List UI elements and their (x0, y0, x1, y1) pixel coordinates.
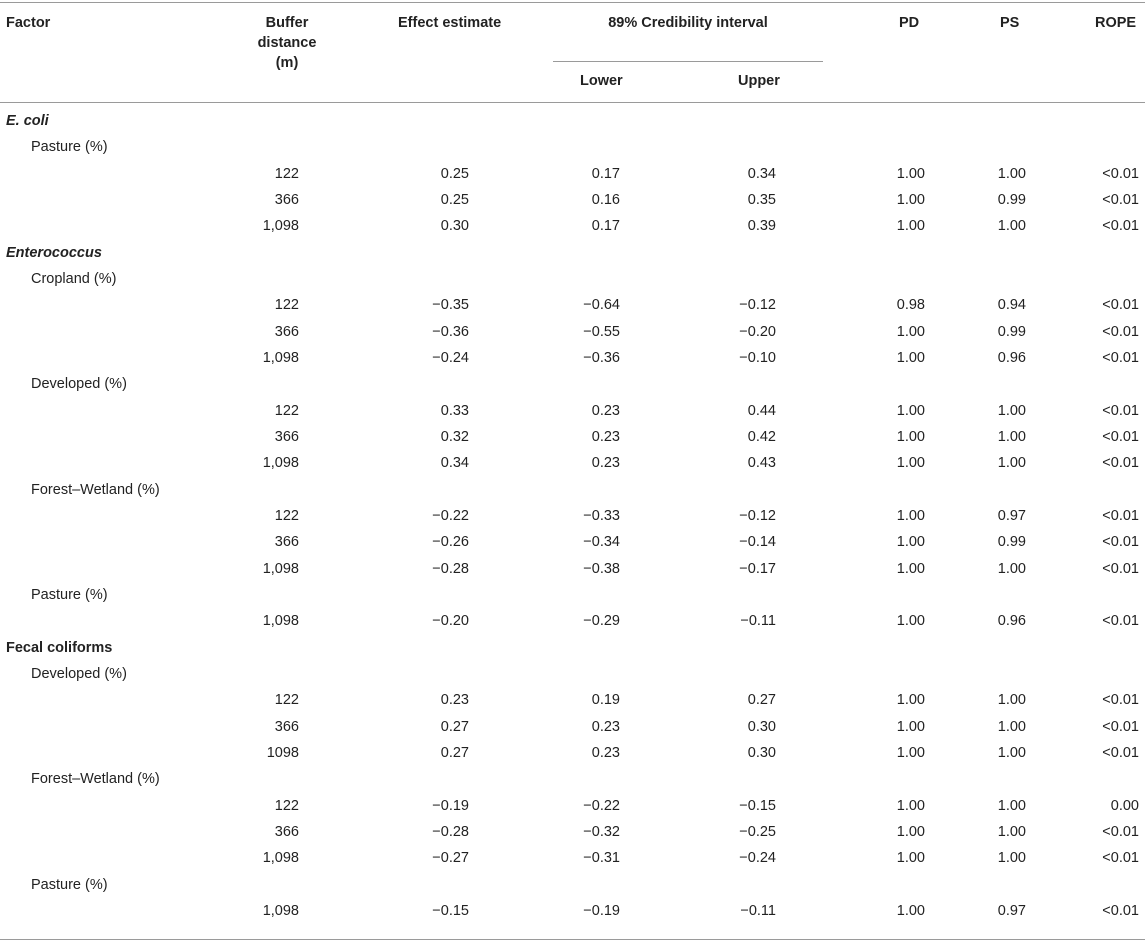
lower-cell: −0.19 (583, 903, 620, 919)
ps-cell: 0.96 (997, 613, 1026, 629)
upper-cell: −0.20 (739, 324, 776, 340)
ps-cell: 0.97 (997, 903, 1026, 919)
upper-cell: 0.35 (747, 192, 776, 208)
pd-cell: 1.00 (896, 218, 925, 234)
rope-cell: <0.01 (1102, 692, 1139, 708)
rope-cell: <0.01 (1102, 903, 1139, 919)
rope-cell: <0.01 (1102, 455, 1139, 471)
lower-cell: −0.34 (583, 534, 620, 550)
header-buffer-line2: distance (m) (257, 35, 317, 71)
buffer-cell: 1,098 (262, 218, 299, 234)
buffer-cell: 1,098 (262, 455, 299, 471)
upper-cell: 0.30 (747, 719, 776, 735)
header-buffer (246, 13, 328, 73)
upper-cell: 0.42 (747, 429, 776, 445)
factor-label: Forest–Wetland (%) (31, 771, 160, 787)
lower-cell: 0.17 (591, 166, 620, 182)
rope-cell: <0.01 (1102, 561, 1139, 577)
effect-cell: −0.22 (432, 508, 469, 524)
rope-cell: <0.01 (1102, 719, 1139, 735)
pd-cell: 1.00 (896, 192, 925, 208)
pd-cell: 1.00 (896, 613, 925, 629)
ps-cell: 1.00 (997, 824, 1026, 840)
buffer-cell: 1,098 (262, 350, 299, 366)
group-heading: E. coli (6, 113, 49, 129)
pd-cell: 1.00 (896, 824, 925, 840)
factor-label: Pasture (%) (31, 139, 108, 155)
ps-cell: 0.94 (997, 297, 1026, 313)
rope-cell: <0.01 (1102, 745, 1139, 761)
lower-cell: 0.23 (591, 455, 620, 471)
pd-cell: 1.00 (896, 455, 925, 471)
pd-cell: 1.00 (896, 403, 925, 419)
factor-label: Cropland (%) (31, 271, 117, 287)
header-factor: Factor (6, 15, 51, 31)
upper-cell: 0.30 (747, 745, 776, 761)
upper-cell: −0.11 (740, 903, 776, 919)
rope-cell: <0.01 (1102, 429, 1139, 445)
pd-cell: 1.00 (896, 534, 925, 550)
buffer-cell: 1,098 (262, 850, 299, 866)
effect-cell: 0.25 (440, 166, 469, 182)
lower-cell: 0.17 (591, 218, 620, 234)
upper-cell: −0.25 (739, 824, 776, 840)
ps-cell: 1.00 (997, 745, 1026, 761)
rope-cell: 0.00 (1110, 798, 1139, 814)
effect-cell: 0.32 (440, 429, 469, 445)
lower-cell: 0.23 (591, 429, 620, 445)
effect-cell: −0.36 (432, 324, 469, 340)
effect-cell: −0.20 (432, 613, 469, 629)
buffer-cell: 122 (274, 297, 299, 313)
buffer-cell: 366 (274, 719, 299, 735)
lower-cell: 0.23 (591, 719, 620, 735)
ps-cell: 1.00 (997, 850, 1026, 866)
buffer-cell: 122 (274, 403, 299, 419)
pd-cell: 1.00 (896, 719, 925, 735)
buffer-cell: 122 (274, 798, 299, 814)
ps-cell: 1.00 (997, 166, 1026, 182)
lower-cell: −0.38 (583, 561, 620, 577)
ps-cell: 0.96 (997, 350, 1026, 366)
header-upper: Upper (738, 73, 780, 89)
rope-cell: <0.01 (1102, 350, 1139, 366)
lower-cell: −0.22 (583, 798, 620, 814)
ps-cell: 1.00 (997, 719, 1026, 735)
ps-cell: 1.00 (997, 455, 1026, 471)
effect-cell: 0.34 (440, 455, 469, 471)
lower-cell: −0.36 (583, 350, 620, 366)
buffer-cell: 122 (274, 692, 299, 708)
lower-cell: −0.29 (583, 613, 620, 629)
header-rope: ROPE (1095, 15, 1137, 31)
rope-cell: <0.01 (1102, 403, 1139, 419)
ps-cell: 1.00 (997, 218, 1026, 234)
buffer-cell: 366 (274, 824, 299, 840)
ps-cell: 1.00 (997, 429, 1026, 445)
effect-cell: −0.27 (432, 850, 469, 866)
lower-cell: 0.19 (591, 692, 620, 708)
pd-cell: 1.00 (896, 350, 925, 366)
upper-cell: −0.10 (739, 350, 776, 366)
effect-cell: −0.15 (432, 903, 469, 919)
effect-cell: −0.28 (432, 561, 469, 577)
ps-cell: 0.97 (997, 508, 1026, 524)
lower-cell: −0.64 (583, 297, 620, 313)
header-effect-estimate: Effect estimate (398, 15, 502, 31)
ps-cell: 1.00 (997, 798, 1026, 814)
buffer-cell: 1,098 (262, 561, 299, 577)
pd-cell: 1.00 (896, 166, 925, 182)
effect-cell: −0.26 (432, 534, 469, 550)
pd-cell: 1.00 (896, 745, 925, 761)
factor-label: Pasture (%) (31, 877, 108, 893)
credibility-interval-rule (553, 61, 823, 62)
effect-cell: −0.24 (432, 350, 469, 366)
upper-cell: −0.12 (739, 508, 776, 524)
rope-cell: <0.01 (1102, 218, 1139, 234)
lower-cell: 0.23 (591, 745, 620, 761)
rope-cell: <0.01 (1102, 297, 1139, 313)
buffer-cell: 366 (274, 429, 299, 445)
effect-cell: 0.23 (440, 692, 469, 708)
pd-cell: 1.00 (896, 429, 925, 445)
header-ps: PS (1000, 15, 1020, 31)
upper-cell: 0.44 (747, 403, 776, 419)
buffer-cell: 122 (274, 508, 299, 524)
table-top-rule (0, 2, 1145, 3)
lower-cell: −0.32 (583, 824, 620, 840)
header-buffer-line1: Buffer (265, 15, 309, 31)
rope-cell: <0.01 (1102, 508, 1139, 524)
ps-cell: 1.00 (997, 403, 1026, 419)
lower-cell: 0.16 (591, 192, 620, 208)
upper-cell: −0.14 (739, 534, 776, 550)
upper-cell: −0.15 (739, 798, 776, 814)
lower-cell: −0.33 (583, 508, 620, 524)
buffer-cell: 1,098 (262, 613, 299, 629)
rope-cell: <0.01 (1102, 192, 1139, 208)
buffer-cell: 122 (274, 166, 299, 182)
table-bottom-rule (0, 939, 1145, 940)
rope-cell: <0.01 (1102, 166, 1139, 182)
group-heading: Enterococcus (6, 245, 102, 261)
upper-cell: −0.11 (740, 613, 776, 629)
effect-cell: 0.25 (440, 192, 469, 208)
upper-cell: −0.24 (739, 850, 776, 866)
factor-label: Forest–Wetland (%) (31, 482, 160, 498)
effect-cell: −0.28 (432, 824, 469, 840)
pd-cell: 1.00 (896, 903, 925, 919)
lower-cell: 0.23 (591, 403, 620, 419)
pd-cell: 1.00 (896, 561, 925, 577)
effect-cell: 0.27 (440, 719, 469, 735)
buffer-cell: 366 (274, 324, 299, 340)
ps-cell: 0.99 (997, 192, 1026, 208)
ps-cell: 0.99 (997, 534, 1026, 550)
upper-cell: 0.27 (747, 692, 776, 708)
pd-cell: 1.00 (896, 324, 925, 340)
effect-cell: 0.30 (440, 218, 469, 234)
ps-cell: 1.00 (997, 561, 1026, 577)
rope-cell: <0.01 (1102, 824, 1139, 840)
effect-cell: −0.35 (432, 297, 469, 313)
ps-cell: 1.00 (997, 692, 1026, 708)
rope-cell: <0.01 (1102, 613, 1139, 629)
upper-cell: −0.17 (739, 561, 776, 577)
factor-label: Pasture (%) (31, 587, 108, 603)
buffer-cell: 1,098 (262, 903, 299, 919)
lower-cell: −0.55 (583, 324, 620, 340)
rope-cell: <0.01 (1102, 324, 1139, 340)
upper-cell: 0.34 (747, 166, 776, 182)
pd-cell: 1.00 (896, 692, 925, 708)
header-credibility-interval: 89% Credibility interval (608, 15, 768, 31)
effect-cell: −0.19 (432, 798, 469, 814)
pd-cell: 1.00 (896, 850, 925, 866)
buffer-cell: 1098 (266, 745, 299, 761)
ps-cell: 0.99 (997, 324, 1026, 340)
group-heading: Fecal coliforms (6, 640, 113, 656)
effect-cell: 0.27 (440, 745, 469, 761)
pd-cell: 1.00 (896, 508, 925, 524)
rope-cell: <0.01 (1102, 534, 1139, 550)
factor-label: Developed (%) (31, 376, 127, 392)
effect-cell: 0.33 (440, 403, 469, 419)
header-lower: Lower (580, 73, 623, 89)
upper-cell: 0.39 (747, 218, 776, 234)
rope-cell: <0.01 (1102, 850, 1139, 866)
pd-cell: 0.98 (896, 297, 925, 313)
buffer-cell: 366 (274, 192, 299, 208)
upper-cell: −0.12 (739, 297, 776, 313)
buffer-cell: 366 (274, 534, 299, 550)
pd-cell: 1.00 (896, 798, 925, 814)
upper-cell: 0.43 (747, 455, 776, 471)
factor-label: Developed (%) (31, 666, 127, 682)
header-bottom-rule (0, 102, 1145, 103)
header-pd: PD (899, 15, 920, 31)
lower-cell: −0.31 (583, 850, 620, 866)
